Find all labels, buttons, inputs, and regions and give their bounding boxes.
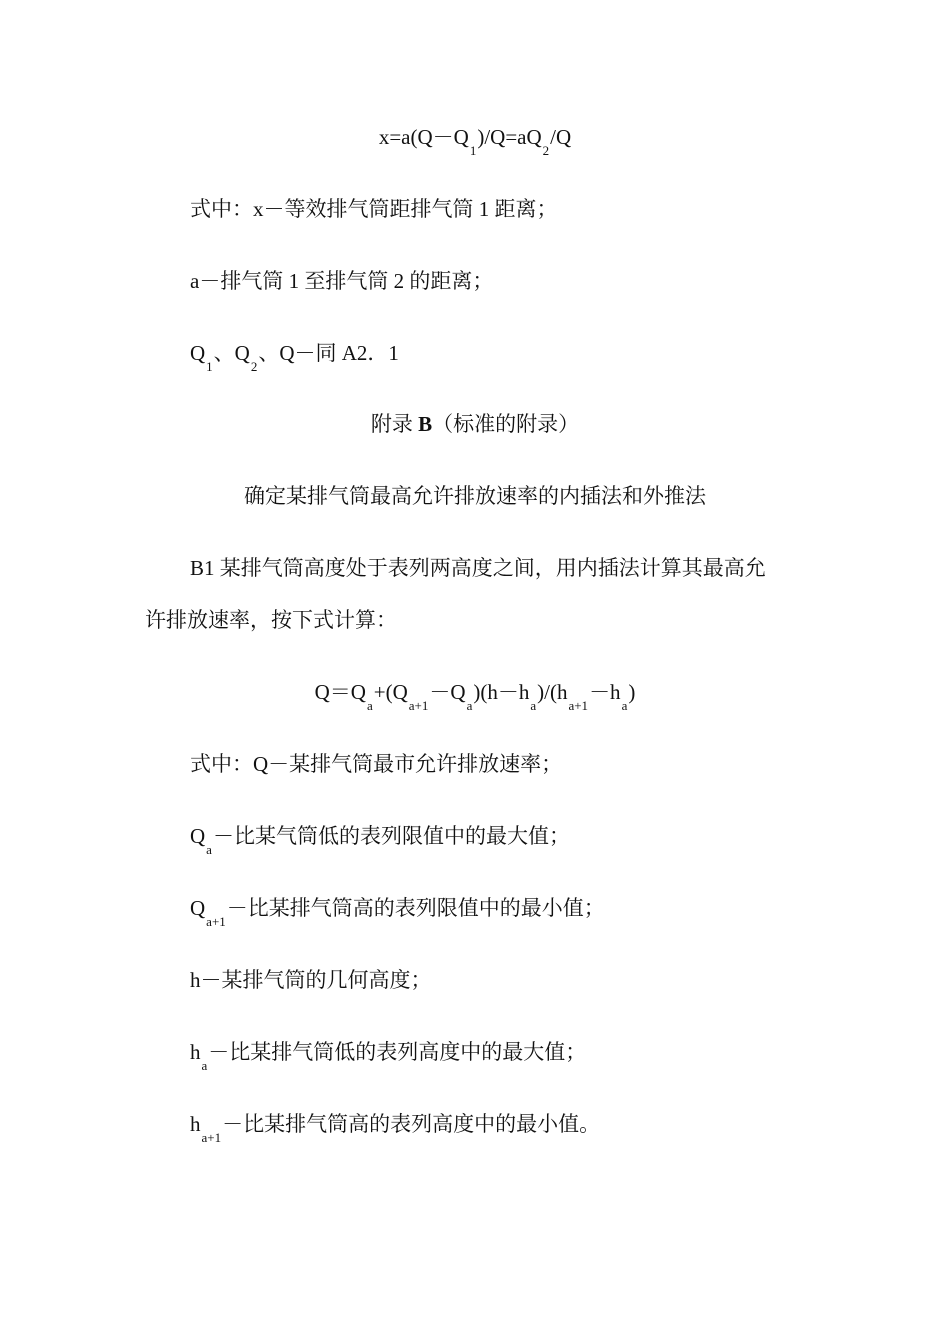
- text-part: －比某排气筒高的表列限值中的最小值；: [226, 896, 605, 920]
- subscript: a: [206, 842, 212, 857]
- b1-paragraph-line2: 许排放速率，按下式计算：: [145, 608, 397, 632]
- subscript: 1: [206, 359, 213, 374]
- subscript: 2: [250, 359, 258, 374]
- formula-part: )/Q=aQ: [477, 125, 542, 149]
- text-part: h: [190, 1112, 201, 1136]
- qa-definition: [190, 822, 570, 857]
- subscript: a: [201, 1058, 208, 1073]
- text-part: h: [190, 1040, 201, 1064]
- where-x-definition: 式中：x－等效排气筒距排气筒 1 距离；: [190, 197, 558, 221]
- formula-subscript: a: [530, 698, 537, 713]
- b1-paragraph-line1: B1 某排气筒高度处于表列两高度之间，用内插法计算其最高允: [190, 556, 766, 580]
- appendix-suffix: （标准的附录）: [432, 412, 580, 436]
- where-q-definition: 式中：Q－某排气筒最市允许排放速率；: [190, 752, 563, 776]
- formula-part: －Q: [429, 680, 466, 704]
- formula-part: /Q: [550, 125, 572, 149]
- appendix-heading: [0, 410, 950, 438]
- h-definition: h－某排气筒的几何高度；: [190, 968, 432, 992]
- subscript: a+1: [206, 914, 226, 929]
- formula-subscript: a: [621, 698, 628, 713]
- a-definition: a－排气筒 1 至排气筒 2 的距离；: [190, 269, 494, 293]
- appendix-letter: B: [418, 412, 433, 436]
- formula-part: ): [628, 680, 636, 704]
- formula-subscript: 2: [542, 143, 550, 158]
- text-part: －比某排气筒低的表列高度中的最大值；: [208, 1040, 587, 1064]
- formula-part: )(h－h: [473, 680, 530, 704]
- appendix-title: 确定某排气筒最高允许排放速率的内插法和外推法: [244, 484, 706, 508]
- q-definition: [190, 339, 399, 374]
- formula-subscript: a+1: [408, 698, 429, 713]
- formula-interpolation: [0, 678, 950, 713]
- formula-part: +(Q: [373, 680, 408, 704]
- text-part: Q: [190, 341, 206, 365]
- text-part: 、Q－同 A2．1: [258, 341, 399, 365]
- formula-subscript: a+1: [568, 698, 589, 713]
- appendix-prefix: 附录: [370, 412, 419, 436]
- formula-subscript: 1: [469, 143, 477, 158]
- ha1-definition: [190, 1110, 601, 1145]
- formula-part: Q＝Q: [314, 680, 366, 704]
- text-part: 、Q: [213, 341, 250, 365]
- text-part: －比某气筒低的表列限值中的最大值；: [212, 824, 570, 848]
- text-part: Q: [190, 824, 206, 848]
- formula-part: x=a(Q－Q: [378, 125, 469, 149]
- qa1-definition: [190, 894, 605, 929]
- text-part: Q: [190, 896, 206, 920]
- formula-part: －h: [589, 680, 621, 704]
- formula-subscript: a: [366, 698, 373, 713]
- text-part: －比某排气筒高的表列高度中的最小值。: [222, 1112, 601, 1136]
- formula-part: )/(h: [537, 680, 568, 704]
- subscript: a+1: [201, 1130, 222, 1145]
- formula-equivalent-distance: [0, 123, 950, 158]
- formula-subscript: a: [466, 698, 473, 713]
- ha-definition: [190, 1038, 587, 1073]
